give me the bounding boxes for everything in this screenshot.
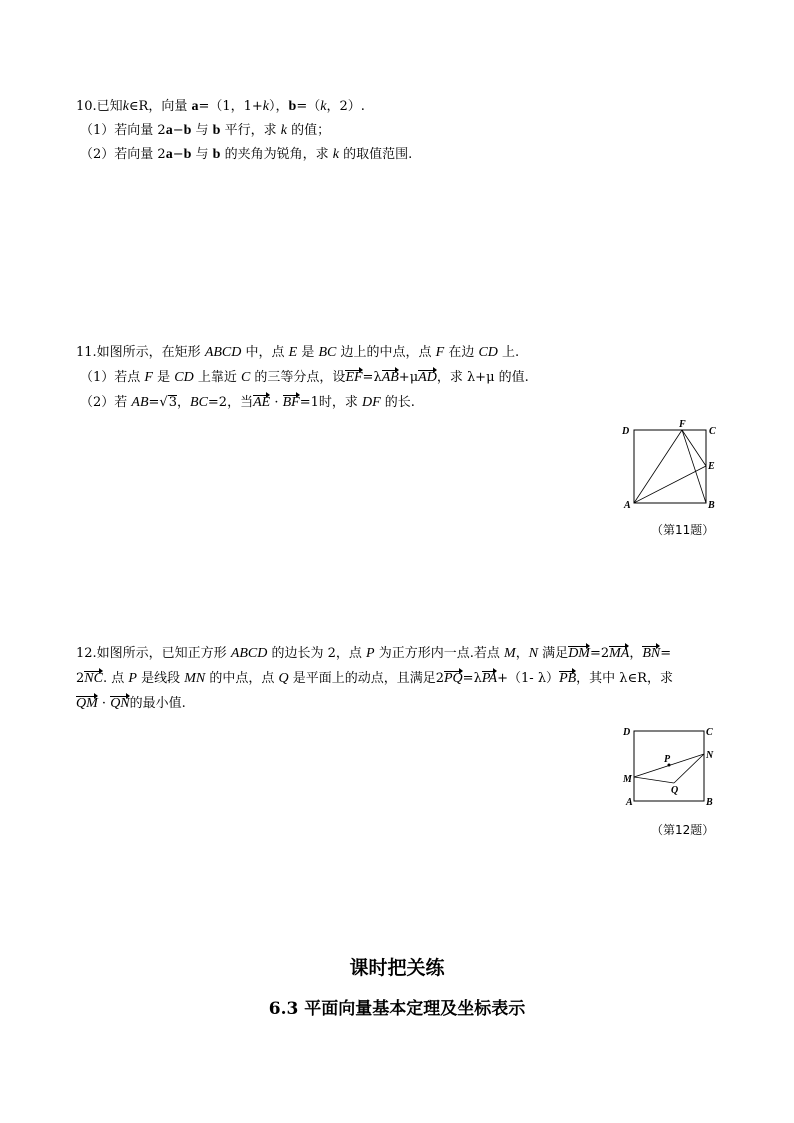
vector-AD: AD	[418, 370, 437, 385]
vector-EF: EF	[345, 370, 363, 385]
label-N: N	[706, 750, 714, 761]
label-A: A	[626, 797, 633, 808]
segment-AF	[634, 430, 682, 503]
q12-stem-line2: 2NC. 点 P 是线段 MN 的中点，点 Q 是平面上的动点，且满足2PQ=λPA+（1- λ）PB，其中 λ∈R，求	[76, 671, 673, 686]
q10-part1: （1）若向量 2a−b 与 b 平行，求 k 的值；	[80, 123, 331, 138]
q10-stem: 10.已知k∈R，向量 a=（1，1+k），b=（k，2）.	[76, 99, 365, 114]
rectangle-ABCD	[634, 430, 706, 503]
figure-12-caption: （第12题）	[651, 823, 715, 837]
vector-BF: BF	[282, 395, 300, 410]
vector-BN: BN	[642, 646, 661, 661]
figure-11	[618, 418, 722, 514]
label-M: M	[623, 774, 632, 785]
vector-PQ: PQ	[444, 671, 463, 686]
section-subtitle: 6.3 平面向量基本定理及坐标表示	[268, 999, 526, 1019]
vector-NC: NC	[84, 671, 103, 686]
segment-FE	[682, 430, 706, 466]
vector-QM: QM	[76, 696, 98, 711]
label-D: D	[622, 426, 630, 437]
vector-QN: QN	[110, 696, 130, 711]
label-F: F	[679, 419, 686, 430]
vector-DM: DM	[568, 646, 590, 661]
segment-FB	[682, 430, 706, 503]
q11-stem: 11.如图所示，在矩形 ABCD 中，点 E 是 BC 边上的中点，点 F 在边 CD 上.	[76, 345, 520, 360]
label-A: A	[624, 500, 631, 511]
q11-part1: （1）若点 F 是 CD 上靠近 C 的三等分点，设EF=λAB+μAD，求 λ+μ 的值.	[80, 370, 529, 385]
segment-AE	[634, 466, 706, 503]
q12-stem-line3: QM · QN的最小值.	[76, 696, 186, 711]
figure-12	[618, 722, 722, 814]
label-C: C	[706, 727, 713, 738]
label-C: C	[709, 426, 716, 437]
segment-QN	[674, 754, 704, 783]
vector-PB: PB	[559, 671, 577, 686]
label-D: D	[623, 727, 631, 738]
vector-AB: AB	[381, 370, 399, 385]
label-B: B	[708, 500, 715, 511]
vector-AE: AE	[253, 395, 271, 410]
q12-stem-line1: 12.如图所示，已知正方形 ABCD 的边长为 2，点 P 为正方形内一点.若点 M，N 满足DM=2MA，BN=	[76, 646, 672, 661]
q10-part2: （2）若向量 2a−b 与 b 的夹角为锐角，求 k 的取值范围.	[80, 147, 413, 162]
figure-11-caption: （第11题）	[651, 523, 715, 537]
label-Q: Q	[671, 785, 679, 796]
label-P: P	[664, 754, 671, 765]
segment-MQ	[634, 777, 674, 783]
sqrt-3: 3	[168, 395, 177, 410]
vector-MA: MA	[609, 646, 630, 661]
label-B: B	[706, 797, 713, 808]
q11-part2: （2）若 AB=√3，BC=2，当AE · BF=1时，求 DF 的长.	[80, 395, 415, 410]
section-title: 课时把关练	[349, 957, 445, 979]
label-E: E	[708, 461, 715, 472]
vector-PA: PA	[481, 671, 498, 686]
